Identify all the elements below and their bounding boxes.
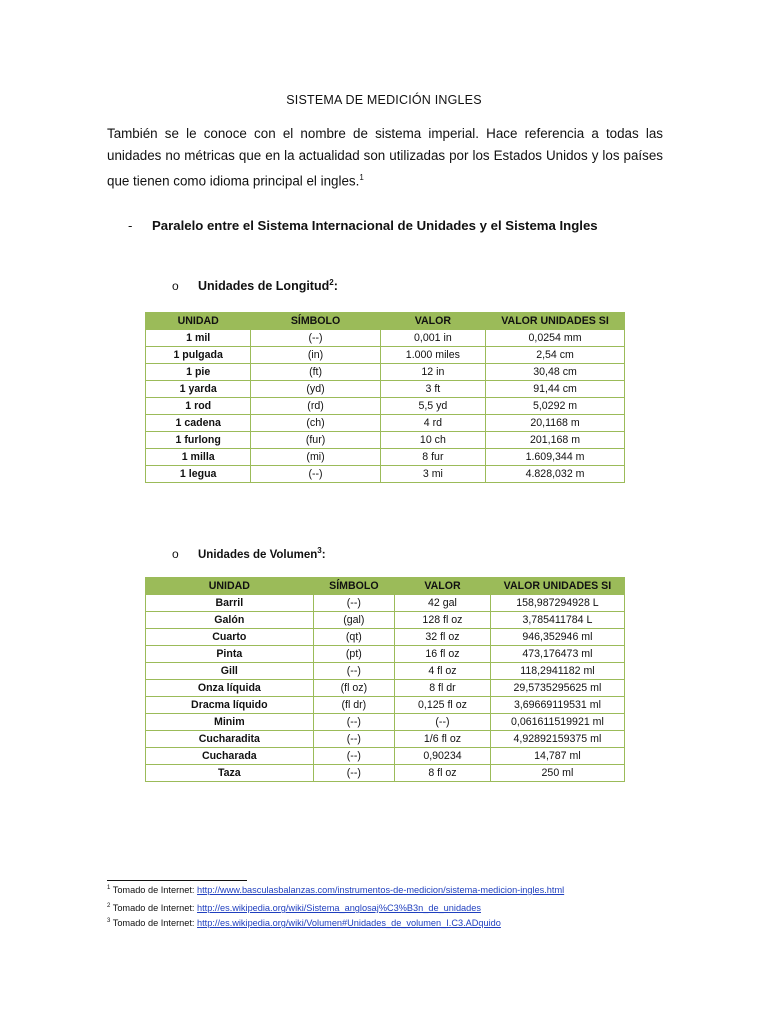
column-header: UNIDAD xyxy=(146,313,251,330)
column-header: VALOR UNIDADES SI xyxy=(486,313,625,330)
longitud-table xyxy=(145,312,625,483)
table-cell: 0,90234 xyxy=(395,748,491,765)
table-cell: Taza xyxy=(146,765,314,782)
table-cell: 91,44 cm xyxy=(486,381,625,398)
section-heading-text: Paralelo entre el Sistema Internacional de Unidades y el Sistema Ingles xyxy=(152,218,598,233)
table-cell: 0,0254 mm xyxy=(486,330,625,347)
volumen-heading xyxy=(172,546,326,561)
table-cell: (--) xyxy=(313,663,394,680)
table-cell: 946,352946 ml xyxy=(490,629,624,646)
longitud-suffix: : xyxy=(333,279,338,294)
table-row xyxy=(146,663,625,680)
table-cell: (qt) xyxy=(313,629,394,646)
table-cell: 158,987294928 L xyxy=(490,595,624,612)
table-cell: (fur) xyxy=(251,432,380,449)
table-row xyxy=(146,466,625,483)
column-header: VALOR UNIDADES SI xyxy=(490,578,624,595)
table-cell: 8 fl dr xyxy=(395,680,491,697)
column-header: VALOR xyxy=(395,578,491,595)
table-cell: Cuarto xyxy=(146,629,314,646)
table-cell: 20,1168 m xyxy=(486,415,625,432)
table-row xyxy=(146,330,625,347)
column-header: VALOR xyxy=(380,313,485,330)
table-cell: (--) xyxy=(313,731,394,748)
table-cell: 473,176473 ml xyxy=(490,646,624,663)
intro-text: También se le conoce con el nombre de sistema imperial. Hace referencia a todas las unidades no métricas que en la actualidad son utilizadas por los Estados Unidos y los países que tienen como idioma principal el ingles. xyxy=(107,126,663,189)
table-row xyxy=(146,765,625,782)
table-row xyxy=(146,629,625,646)
footnote-3 xyxy=(107,918,501,928)
table-cell: Cucharadita xyxy=(146,731,314,748)
footnote-number: 1 xyxy=(107,885,111,891)
table-cell: Dracma líquido xyxy=(146,697,314,714)
table-cell: 29,5735295625 ml xyxy=(490,680,624,697)
table-cell: 1/6 fl oz xyxy=(395,731,491,748)
volumen-suffix: : xyxy=(321,548,326,561)
volumen-table-body xyxy=(146,595,625,782)
footnote-link[interactable]: http://es.wikipedia.org/wiki/Volumen#Unidades_de_volumen_I.C3.ADquido xyxy=(197,918,501,929)
table-cell: 1 rod xyxy=(146,398,251,415)
table-cell: 1 furlong xyxy=(146,432,251,449)
table-header-row xyxy=(146,578,625,595)
table-cell: 12 in xyxy=(380,364,485,381)
table-cell: 201,168 m xyxy=(486,432,625,449)
footnote-separator xyxy=(107,880,247,881)
table-cell: 0,061611519921 ml xyxy=(490,714,624,731)
footnote-prefix: Tomado de Internet: xyxy=(112,918,198,929)
footnote-1 xyxy=(107,885,564,895)
table-cell: 1 yarda xyxy=(146,381,251,398)
table-cell: 42 gal xyxy=(395,595,491,612)
table-cell: 32 fl oz xyxy=(395,629,491,646)
table-cell: 3 ft xyxy=(380,381,485,398)
volumen-table xyxy=(145,577,625,782)
table-cell: 4 fl oz xyxy=(395,663,491,680)
table-cell: Cucharada xyxy=(146,748,314,765)
table-cell: 30,48 cm xyxy=(486,364,625,381)
table-cell: Onza líquida xyxy=(146,680,314,697)
table-cell: 1 mil xyxy=(146,330,251,347)
table-cell: 10 ch xyxy=(380,432,485,449)
table-row xyxy=(146,612,625,629)
table-cell: Gill xyxy=(146,663,314,680)
table-cell: Pinta xyxy=(146,646,314,663)
intro-paragraph xyxy=(107,123,663,192)
table-row xyxy=(146,595,625,612)
table-cell: 1 cadena xyxy=(146,415,251,432)
table-row xyxy=(146,680,625,697)
table-cell: 1.000 miles xyxy=(380,347,485,364)
table-cell: (mi) xyxy=(251,449,380,466)
table-cell: 16 fl oz xyxy=(395,646,491,663)
table-cell: 8 fl oz xyxy=(395,765,491,782)
table-cell: (fl oz) xyxy=(313,680,394,697)
table-cell: (gal) xyxy=(313,612,394,629)
table-cell: 8 fur xyxy=(380,449,485,466)
footnote-prefix: Tomado de Internet: xyxy=(112,903,198,914)
footnote-number: 3 xyxy=(107,918,111,924)
footnote-prefix: Tomado de Internet: xyxy=(112,885,198,896)
table-cell: 1 milla xyxy=(146,449,251,466)
column-header: UNIDAD xyxy=(146,578,314,595)
table-cell: 1 legua xyxy=(146,466,251,483)
table-cell: 0,001 in xyxy=(380,330,485,347)
table-cell: 3,785411784 L xyxy=(490,612,624,629)
table-row xyxy=(146,449,625,466)
section-heading xyxy=(128,218,598,233)
table-row xyxy=(146,347,625,364)
table-cell: 14,787 ml xyxy=(490,748,624,765)
table-cell: 4 rd xyxy=(380,415,485,432)
table-cell: Barril xyxy=(146,595,314,612)
column-header: SÍMBOLO xyxy=(313,578,394,595)
footnote-number: 2 xyxy=(107,903,111,909)
table-cell: 3 mi xyxy=(380,466,485,483)
table-cell: 2,54 cm xyxy=(486,347,625,364)
table-header-row xyxy=(146,313,625,330)
table-row xyxy=(146,646,625,663)
table-cell: (--) xyxy=(395,714,491,731)
table-cell: 118,2941182 ml xyxy=(490,663,624,680)
table-cell: 5,0292 m xyxy=(486,398,625,415)
longitud-label: Unidades de Longitud xyxy=(198,279,330,294)
table-cell: (ch) xyxy=(251,415,380,432)
table-cell: 5,5 yd xyxy=(380,398,485,415)
table-cell: (--) xyxy=(251,330,380,347)
bullet-marker: o xyxy=(172,279,179,294)
table-cell: 250 ml xyxy=(490,765,624,782)
table-cell: (pt) xyxy=(313,646,394,663)
table-cell: 1.609,344 m xyxy=(486,449,625,466)
intro-footnote-ref: 1 xyxy=(359,173,364,182)
table-row xyxy=(146,748,625,765)
table-cell: (--) xyxy=(251,466,380,483)
table-cell: Minim xyxy=(146,714,314,731)
table-cell: (--) xyxy=(313,748,394,765)
table-cell: (fl dr) xyxy=(313,697,394,714)
column-header: SÍMBOLO xyxy=(251,313,380,330)
table-cell: (--) xyxy=(313,595,394,612)
table-row xyxy=(146,364,625,381)
footnote-link[interactable]: http://www.basculasbalanzas.com/instrumentos-de-medicion/sistema-medicion-ingles.html xyxy=(197,885,565,896)
footnote-link[interactable]: http://es.wikipedia.org/wiki/Sistema_anglosaj%C3%B3n_de_unidades xyxy=(197,903,481,914)
table-row xyxy=(146,381,625,398)
table-row xyxy=(146,697,625,714)
table-row xyxy=(146,731,625,748)
table-row xyxy=(146,432,625,449)
table-cell: (--) xyxy=(313,765,394,782)
table-cell: 3,69669119531 ml xyxy=(490,697,624,714)
page-title: SISTEMA DE MEDICIÓN INGLES xyxy=(286,93,482,107)
table-cell: 0,125 fl oz xyxy=(395,697,491,714)
table-cell: 1 pulgada xyxy=(146,347,251,364)
table-cell: 128 fl oz xyxy=(395,612,491,629)
table-cell: (in) xyxy=(251,347,380,364)
longitud-footnote-ref: 2 xyxy=(329,278,334,287)
table-row xyxy=(146,415,625,432)
table-cell: 1 pie xyxy=(146,364,251,381)
volumen-footnote-ref: 3 xyxy=(317,546,322,555)
table-cell: (--) xyxy=(313,714,394,731)
table-row xyxy=(146,398,625,415)
table-cell: (rd) xyxy=(251,398,380,415)
table-row xyxy=(146,714,625,731)
table-cell: (ft) xyxy=(251,364,380,381)
footnote-2 xyxy=(107,903,481,913)
table-cell: 4.828,032 m xyxy=(486,466,625,483)
dash-marker: - xyxy=(128,218,133,233)
longitud-table-body xyxy=(146,330,625,483)
table-cell: 4,92892159375 ml xyxy=(490,731,624,748)
longitud-heading xyxy=(172,278,338,293)
table-cell: (yd) xyxy=(251,381,380,398)
volumen-label: Unidades de Volumen xyxy=(198,548,318,561)
bullet-marker: o xyxy=(172,546,179,561)
table-cell: Galón xyxy=(146,612,314,629)
